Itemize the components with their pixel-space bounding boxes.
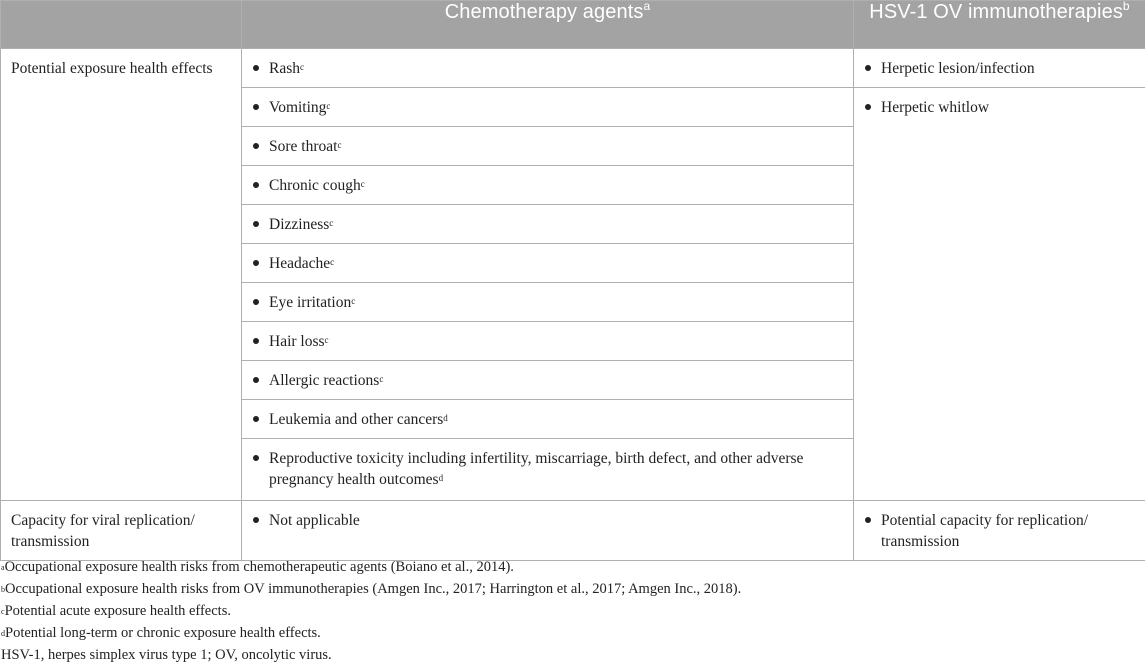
hsv-replication-cell	[854, 501, 1145, 561]
footnote-text: Occupational exposure health risks from chemotherapeutic agents (Boiano et al., 2014).	[5, 559, 514, 575]
footnote-mark: c	[337, 140, 341, 150]
chemo-effect-item	[242, 166, 853, 204]
header-hsv-ov: HSV-1 OV immunotherapies$^b$	[854, 1, 1145, 49]
bullet-text: Not applicable	[269, 512, 360, 529]
footnote-letter: b	[1, 585, 5, 594]
footnote-letter: a	[1, 563, 5, 572]
bullet-dot-icon	[253, 260, 259, 266]
bullet-dot-icon	[865, 517, 871, 523]
footnote-line	[1, 556, 741, 578]
chemo-effect-cell	[242, 439, 854, 501]
bullet-dot-icon	[253, 221, 259, 227]
footnote-mark: c	[361, 179, 365, 189]
footnote-letter: d	[1, 629, 5, 638]
chemo-effect-item	[242, 439, 853, 498]
exposure-row	[1, 49, 1145, 88]
footnote-line	[1, 644, 741, 666]
bullet-text: Potential capacity for replication/ transmission	[881, 512, 1088, 550]
chemo-effect-item	[242, 244, 853, 282]
chemo-effect-cell	[242, 244, 854, 283]
footnote-mark: d	[439, 473, 444, 483]
footnote-line	[1, 600, 741, 622]
bullet-dot-icon	[253, 377, 259, 383]
footnote-mark: c	[379, 374, 383, 384]
chemo-effect-cell	[242, 166, 854, 205]
footnote-text: Occupational exposure health risks from OV immunotherapies (Amgen Inc., 2017; Harrington et al., 2017; Amgen Inc., 2018).	[5, 581, 741, 597]
row-label-exposure: Potential exposure health effects	[1, 49, 242, 501]
chemo-effect-item	[242, 205, 853, 243]
hsv-effect-cell	[854, 49, 1145, 88]
bullet-text: Sore throat	[269, 138, 337, 155]
bullet-text: Herpetic lesion/infection	[881, 60, 1035, 77]
bullet-dot-icon	[253, 517, 259, 523]
bullet-text: Herpetic whitlow	[881, 99, 989, 116]
header-row	[1, 1, 1145, 49]
chemo-effect-cell	[242, 283, 854, 322]
chemo-effect-item	[242, 127, 853, 165]
chemo-effect-cell	[242, 127, 854, 166]
chemo-effect-cell	[242, 205, 854, 244]
bullet-text: Allergic reactions	[269, 372, 379, 389]
footnote-line	[1, 578, 741, 600]
chemo-effect-cell	[242, 322, 854, 361]
bullet-text: Vomiting	[269, 99, 326, 116]
bullet-dot-icon	[253, 143, 259, 149]
chemo-effect-item	[242, 88, 853, 126]
footnote-letter: c	[1, 607, 5, 616]
chemo-replication-item	[242, 501, 853, 539]
chemo-effect-item	[242, 400, 853, 438]
bullet-text: Leukemia and other cancers	[269, 411, 443, 428]
hsv-effect-cell	[854, 88, 1145, 501]
footnote-mark: c	[300, 62, 304, 72]
bullet-dot-icon	[253, 455, 259, 461]
bullet-dot-icon	[253, 182, 259, 188]
bullet-text: Dizziness	[269, 216, 329, 233]
replication-row	[1, 501, 1145, 561]
bullet-dot-icon	[253, 104, 259, 110]
bullet-dot-icon	[253, 338, 259, 344]
header-empty-cell	[1, 1, 242, 49]
footnote-text: HSV-1, herpes simplex virus type 1; OV, oncolytic virus.	[1, 647, 332, 663]
chemo-effect-item	[242, 322, 853, 360]
footnote-mark: c	[325, 335, 329, 345]
footnote-mark: c	[351, 296, 355, 306]
bullet-text: Eye irritation	[269, 294, 351, 311]
bullet-text: Rash	[269, 60, 300, 77]
chemo-effect-cell	[242, 361, 854, 400]
row-label-replication: Capacity for viral replication/ transmission	[1, 501, 242, 561]
footnote-mark: c	[326, 101, 330, 111]
bullet-text: Hair loss	[269, 333, 325, 350]
chemo-effect-cell	[242, 49, 854, 88]
chemo-effect-item	[242, 49, 853, 87]
hsv-effect-item	[854, 49, 1145, 87]
bullet-text: Reproductive toxicity including infertility, miscarriage, birth defect, and other adverse pregnancy health outcomes	[269, 450, 803, 488]
bullet-dot-icon	[865, 65, 871, 71]
footnote-mark: d	[443, 413, 448, 423]
footnote-mark: c	[329, 218, 333, 228]
footnote-mark: c	[330, 257, 334, 267]
bullet-text: Headache	[269, 255, 330, 272]
footnotes	[1, 556, 741, 666]
footnote-line	[1, 622, 741, 644]
header-hsv-footnote-mark: b	[1123, 0, 1130, 13]
bullet-dot-icon	[253, 65, 259, 71]
hsv-replication-item	[854, 501, 1145, 560]
chemo-effect-item	[242, 283, 853, 321]
bullet-dot-icon	[253, 416, 259, 422]
footnote-text: Potential acute exposure health effects.	[5, 603, 231, 619]
chemo-replication-cell	[242, 501, 854, 561]
header-chemotherapy: Chemotherapy agents$^a$	[242, 1, 854, 49]
footnote-text: Potential long-term or chronic exposure health effects.	[5, 625, 321, 641]
bullet-dot-icon	[865, 104, 871, 110]
header-chemotherapy-footnote-mark: a	[643, 0, 650, 13]
bullet-text: Chronic cough	[269, 177, 361, 194]
hsv-effect-item	[854, 88, 1145, 126]
chemo-effect-item	[242, 361, 853, 399]
bullet-dot-icon	[253, 299, 259, 305]
chemo-effect-cell	[242, 400, 854, 439]
chemo-effect-cell	[242, 88, 854, 127]
